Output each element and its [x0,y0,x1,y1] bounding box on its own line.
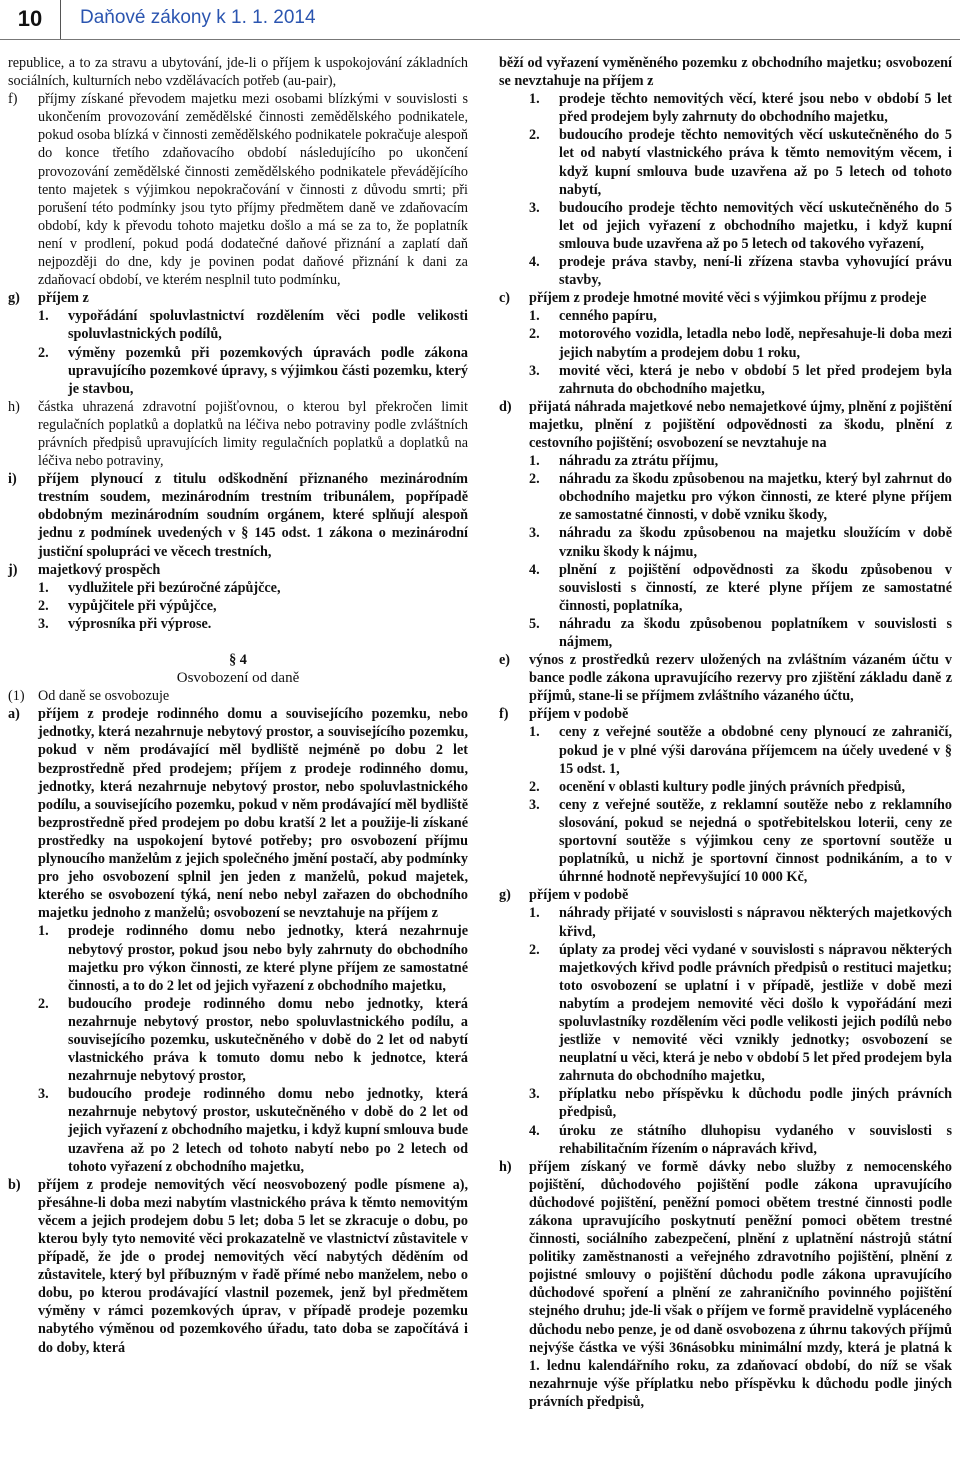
paragraph-text: budoucího prodeje těchto nemovitých věcí uskutečněného do 5 let od nabytí vlastnického práva k těmto nemovitým věcem, i když kupní smlouva bude uzavřena až po 5 letech od tohoto nabytí, [559,127,952,198]
item-label: 2. [529,471,540,488]
right-paragraph [499,199,952,253]
right-paragraph [499,904,952,940]
right-paragraph [499,705,952,723]
left-paragraph [8,687,468,705]
right-paragraph [499,54,952,90]
item-label: d) [499,398,512,415]
item-label: 1. [529,453,540,470]
left-paragraph [8,289,468,307]
item-label: e) [499,652,511,669]
right-paragraph [499,289,952,307]
item-label: f) [499,706,509,723]
item-label: 1. [529,724,540,741]
left-paragraph [8,90,468,289]
left-paragraph [8,705,468,922]
item-label: 1. [38,579,49,596]
header-rule [0,39,960,40]
item-label: 2. [38,597,49,614]
item-label: 4. [529,254,540,271]
item-label: 2. [529,778,540,795]
right-paragraph [499,362,952,398]
paragraph-text: příjem v podobě [529,706,629,723]
item-label: 3. [529,362,540,379]
item-label: 1. [529,905,540,922]
item-label: 1. [529,91,540,108]
item-label: 4. [529,1122,540,1139]
left-paragraph [8,615,468,633]
item-label: 3. [529,796,540,813]
item-label: h) [499,1158,512,1175]
paragraph-text: ceny z veřejné soutěže, z reklamní soutěže nebo z reklamního slosování, pokud se nejedná o spotřebitelskou loterii, ceny ze sportovní soutěže s výjimkou ceny ze sportovní soutěže u poplatníků, u nichž je sportovní činnost podnikáním, a to v úhrnné hodnotě nepřevyšující 10 000 Kč, [559,796,952,886]
paragraph-text: Osvobození od daně [176,670,300,687]
paragraph-text: náhradu za škodu způsobenou poplatníkem v souvislosti s nájmem, [559,615,952,650]
paragraph-text: příjem z [38,290,89,307]
item-label: 3. [38,615,49,632]
right-paragraph [499,561,952,615]
right-paragraph [499,778,952,796]
left-paragraph [8,54,468,90]
paragraph-text: budoucího prodeje rodinného domu nebo jednotky, která nezahrnuje nebytový prostor, nebo spoluvlastnického podílu, a souvisejícího pozemku, uskutečněného v době do 2 let od nabytí vlastnického práva k tomuto domu nebo k jednotce, která nezahrnuje nebytový prostor, [68,995,468,1085]
paragraph-text: vydlužitele při bezúročné zápůjčce, [68,579,281,596]
item-label: 2. [529,326,540,343]
paragraph-text: příjem z prodeje nemovitých věcí neosvobozený podle písmene a), přesáhne-li doba mezi nabytím vlastnického práva k těmto nemovitým věcem a jejich prodejem dobu 5 let; doba 5 let se zkracuje o dobu, po kterou byly tyto nemovité věci prokazatelně ve vlastnictví zůstavitele v případě, že jde o prodej nemovitých věcí nabytých děděním od zůstavitele, který byl příbuzným v řadě přímé nebo manželem, nebo o dobu, po kterou prodávající vlastnil pozemek, jenž byl předmětem výměny v rámci pozemkových úprav, v případě prodeje pozemku nabytého výměnou od pozemkového úřadu, tato doba se započítává i do doby, která [38,1176,468,1356]
paragraph-text: výměny pozemků při pozemkových úpravách podle zákona upravujícího pozemkové úpravy, s výjimkou části pozemku, který je stavbou, [68,344,468,397]
paragraph-text: plnění z pojištění odpovědnosti za škodu způsobenou v souvislosti s činností, ze které plyne příjem ze samostatné činnosti, poplatníka, [559,561,952,614]
right-paragraph [499,1085,952,1121]
right-paragraph [499,470,952,524]
paragraph-text: náhrady přijaté v souvislosti s nápravou některých majetkových křivd, [559,905,952,940]
right-paragraph [499,941,952,1086]
left-paragraph [8,307,468,343]
right-paragraph [499,126,952,198]
item-label: j) [8,561,18,578]
paragraph-text: náhradu za škodu způsobenou na majetku, který byl zahrnut do obchodního majetku pro výkon činnosti, ze které plyne příjem ze samostatné činnosti, v době vzniku škody, [559,471,952,524]
page-number: 10 [17,6,43,31]
left-paragraph [8,344,468,398]
item-label: i) [8,471,17,488]
right-paragraph [499,398,952,452]
left-paragraph [8,669,468,687]
right-paragraph [499,796,952,886]
paragraph-text: příjmy získané převodem majetku mezi osobami blízkými v souvislosti s ukončením provozování zemědělské činnosti zemědělského podnikatele, pokud osoba blízká v činnosti zemědělského podnikatele pokračuje alespoň do konce třetího zdaňovacího období následujícího po ukončení provozování zemědělské činnosti zemědělského podnikatele převádějícího tento majetek s výjimkou nepokračování v činnosti z důvodu smrti; při porušení této podmínky jsou tyto příjmy předmětem daně ve zdaňovacím období, kdy k převodu tohoto majetku došlo a má se za to, že poplatník není v prodlení, pokud podá dodatečné daňové přiznání a zaplatí daň nejpozději do dne, kdy je povinen podat daňové přiznání k dani za zdaňovací období, ve kterém nesplnil tuto podmínku, [38,91,468,289]
header-divider [60,0,61,40]
left-paragraph [8,651,468,669]
paragraph-text: příjem získaný ve formě dávky nebo služby z nemocenského pojištění, důchodového pojištění podle zákona upravujícího důchodové pojištění, peněžní pomoci obětem trestné činnosti podle zákona upravujícího poskytnutí peněžní pomoci obětem trestné činnosti, sociálního zabezpečení, plnění z uplatnění nástrojů státní politiky zaměstnanosti a veřejného zdravotního pojištění, plnění z pojistné smlouvy o pojištění důchodu podle zákona upravujícího důchodové spoření a plnění ze zahraničního povinného pojištění stejného druhu; jde-li však o příjem ve formě pravidelně vypláceného důchodu nebo penze, je od daně osvobozena z úhrnu takových příjmů nejvýše částka ve výši 36násobku minimální mzdy, která je platná k 1. lednu kalendářního roku, za zdaňovací období, do níž se však nezahrnuje výše příplatku nebo příspěvku k důchodu podle jiných právních předpisů, [529,1158,952,1410]
paragraph-text: vypůjčitele při výpůjčce, [68,597,217,614]
right-paragraph [499,886,952,904]
right-paragraph [499,90,952,126]
paragraph-text: § 4 [229,652,247,668]
paragraph-text: příjem plynoucí z titulu odškodnění přiznaného mezinárodním trestním soudem, mezinárodním trestním tribunálem, popřípadě obdobným mezinárodním soudním orgánem, které splňují alespoň jednu z podmínek uvedených v § 145 odst. 1 zákona o mezinárodní justiční spolupráci ve věcech trestních, [38,471,468,560]
paragraph-text: přijatá náhrada majetkové nebo nemajetkové újmy, plnění z pojištění majetku, plnění z pojištění odpovědnosti za škodu, plnění z cestovního pojištění; osvobození se nevztahuje na [529,398,952,451]
item-label: c) [499,290,511,307]
running-title: Daňové zákony k 1. 1. 2014 [80,7,316,28]
paragraph-text: budoucího prodeje rodinného domu nebo jednotky, která nezahrnuje nebytový prostor, uskutečněného v době do 2 let od jejich vyřazení z obchodního majetku, i když kupní smlouva bude uzavřena až po 2 letech od tohoto nabytí nebo po 2 letech od tohoto vyřazení z obchodního majetku, [68,1086,468,1175]
item-label: 1. [38,308,49,325]
right-column [499,54,952,1411]
item-label: f) [8,91,18,108]
paragraph-text: náhradu za ztrátu příjmu, [559,453,719,470]
item-label: 4. [529,561,540,578]
paragraph-text: budoucího prodeje těchto nemovitých věcí uskutečněného do 5 let od jejich vyřazení z obchodního majetku, i když kupní smlouva bude uzavřena až po 5 letech od takového vyřazení, [559,199,952,252]
paragraph-text: movité věci, která je nebo v období 5 let před prodejem byla zahrnuta do obchodního majetku, [559,362,952,397]
item-label: g) [8,290,20,307]
right-paragraph [499,452,952,470]
item-label: 3. [38,1086,49,1103]
paragraph-text: vypořádání spoluvlastnictví rozdělením věci podle velikosti spoluvlastnických podílů, [68,308,468,343]
item-label: 2. [38,344,49,361]
item-label: g) [499,887,511,904]
right-paragraph [499,307,952,325]
right-paragraph [499,651,952,705]
item-label: b) [8,1176,21,1193]
item-label: h) [8,398,20,415]
right-paragraph [499,253,952,289]
page-header [0,0,960,40]
left-paragraph [8,1176,468,1357]
item-label: 2. [529,127,540,144]
paragraph-text: příjem z prodeje hmotné movité věci s výjimkou příjmu z prodeje [529,290,927,307]
right-paragraph [499,524,952,560]
item-label: 2. [38,995,49,1012]
paragraph-text: prodeje práva stavby, není-li zřízena stavba vyhovující právu stavby, [559,254,952,289]
paragraph-text: úroku ze státního dluhopisu vydaného v souvislosti s rehabilitačním řízením o nápravách křivd, [559,1122,952,1157]
item-label: (1) [8,688,25,705]
paragraph-text: motorového vozidla, letadla nebo lodě, nepřesahuje-li doba mezi jejich nabytím a prodejem dobu 1 roku, [559,326,952,361]
paragraph-text: běží od vyřazení vyměněného pozemku z obchodního majetku; osvobození se nevztahuje na příjem z [499,55,952,90]
paragraph-text: ocenění v oblasti kultury podle jiných právních předpisů, [559,778,906,795]
item-label: a) [8,706,20,723]
item-label: 3. [529,1086,540,1103]
right-paragraph [499,325,952,361]
left-paragraph [8,1085,468,1175]
paragraph-text: příjem v podobě [529,887,629,904]
paragraph-text: výprosníka při výprose. [68,615,212,632]
left-paragraph [8,561,468,579]
left-column [8,54,468,1357]
paragraph-text: prodeje rodinného domu nebo jednotky, která nezahrnuje nebytový prostor, pokud jsou nebo byly zahrnuty do obchodního majetku pro výkon činnosti, ze které plyne příjem ze samostatné činnosti, a to do 2 let od jejich vyřazení z obchodního majetku, [68,923,468,994]
right-paragraph [499,615,952,651]
paragraph-text: prodeje těchto nemovitých věcí, které jsou nebo v období 5 let před prodejem byly zahrnuty do obchodního majetku, [559,91,952,126]
paragraph-text: úplaty za prodej věci vydané v souvislosti s nápravou některých majetkových křivd podle právních předpisů o restituci majetku; toto osvobození se uplatní i v případě, jestliže v době mezi nabytím a prodejem nemovité věci došlo k vypořádání mezi spoluvlastníky rozdělením věci podle velikosti jejich podílů nebo jestliže v nemovité věci vznikly jednotky; osvobození se neuplatní u věci, která je nebo v období 5 let před prodejem byla zahrnuta do obchodního majetku, [559,941,952,1085]
left-paragraph [8,398,468,470]
item-label: 1. [38,923,49,940]
left-paragraph [8,995,468,1085]
paragraph-text: náhradu za škodu způsobenou na majetku sloužícím v době vzniku škody k nájmu, [559,525,952,560]
paragraph-text: republice, a to za stravu a ubytování, jde-li o příjem k uspokojování základních sociálních, kulturních nebo vzdělávacích potřeb (au-pair), [8,55,468,90]
item-label: 3. [529,525,540,542]
right-paragraph [499,1158,952,1411]
item-label: 3. [529,199,540,216]
left-paragraph [8,597,468,615]
left-paragraph [8,579,468,597]
right-paragraph [499,1122,952,1158]
paragraph-text: příplatku nebo příspěvku k důchodu podle jiných právních předpisů, [559,1086,952,1121]
paragraph-text: příjem z prodeje rodinného domu a souvisejícího pozemku, nebo jednotky, která nezahrnuje nebytový prostor, a souvisejícího pozemku, pokud v něm prodávající měl bydliště nejméně po dobu 2 let bezprostředně před prodejem; příjem z prodeje rodinného domu, jednotky, která nezahrnuje nebytový prostor, nebo spoluvlastnického podílu, a souvisejícího pozemku, pokud v něm prodávající měl bydliště bezprostředně před prodejem po dobu kratší 2 let a použije-li získané prostředky na uspokojení bytové potřeby; pro osvobození příjmu plynoucího manželům z jejich společného jmění postačí, aby podmínky pro jeho osvobození splnil jen jeden z manželů, pokud majetek, kterého se osvobození týká, není nebo nebyl zařazen do obchodního majetku jednoho z manželů; osvobození se nevztahuje na příjem z [38,706,468,922]
item-label: 1. [529,308,540,325]
paragraph-text: výnos z prostředků rezerv uložených na zvláštním vázaném účtu v bance podle zákona upravujícího rezervy pro zjištění základu daně z příjmů, stane-li se příjmem zvláštního vázaného účtu, [529,652,952,705]
left-paragraph [8,470,468,560]
paragraph-text: ceny z veřejné soutěže a obdobné ceny plynoucí ze zahraničí, pokud je v plné výši darována příjemcem na účely uvedené v § 15 odst. 1, [559,724,952,777]
item-label: 5. [529,615,540,632]
paragraph-text: majetkový prospěch [38,561,161,578]
right-paragraph [499,723,952,777]
paragraph-text: Od daně se osvobozuje [38,688,170,705]
item-label: 2. [529,941,540,958]
paragraph-text: částka uhrazená zdravotní pojišťovnou, o kterou byl překročen limit regulačních poplatků a doplatků na léčiva nebo potraviny podle zvláštních právních předpisů upravujících limity regulačních poplatků a doplatků na léčiva nebo potraviny, [38,398,468,470]
paragraph-text: cenného papíru, [559,308,657,325]
left-paragraph [8,922,468,994]
